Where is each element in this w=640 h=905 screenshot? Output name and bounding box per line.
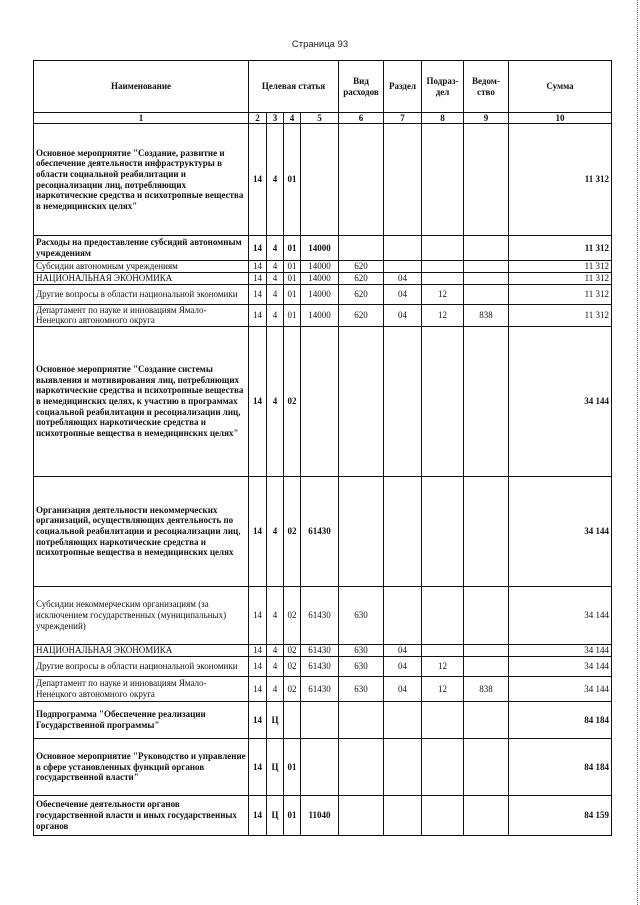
- row-vedomstvo: 838: [464, 676, 509, 701]
- row-event-code: 01: [284, 738, 301, 795]
- row-program-code: 14: [249, 644, 267, 656]
- row-vid-raskhodov: 620: [339, 272, 384, 284]
- row-event-code: 02: [284, 676, 301, 701]
- row-subprogram-code: Ц: [267, 701, 284, 738]
- page-number: Страница 93: [291, 39, 349, 50]
- row-name: Основное мероприятие "Создание системы выявления и мотивирования лиц, потребляющих наркотические средства и психотропные вещества в немедицинских целях, к участию в программах социальной реабилитации и ресоциализации лиц, потребляющих наркотические средства и психотропные вещества в немедицинских целях": [34, 326, 249, 476]
- row-program-code: 14: [249, 236, 267, 261]
- table-row: [34, 236, 612, 261]
- row-name: Другие вопросы в области национальной экономики: [34, 284, 249, 304]
- row-summa: 84 184: [509, 738, 612, 795]
- row-summa: 84 159: [509, 795, 612, 835]
- row-razdel: 04: [384, 644, 422, 656]
- row-program-code: 14: [249, 124, 267, 236]
- row-name: Департамент по науке и инновациям Ямало-Ненецкого автономного округа: [34, 304, 249, 326]
- row-razdel: [384, 326, 422, 476]
- row-vid-raskhodov: 630: [339, 586, 384, 644]
- row-name: Организация деятельности некоммерческих организаций, осуществляющих деятельность по социальной реабилитации и ресоциализации лиц, потребляющих наркотические средства и психотропные вещества в немедицинских целях: [34, 476, 249, 586]
- row-subprogram-code: 4: [267, 326, 284, 476]
- row-direction-code: 61430: [301, 676, 339, 701]
- row-subprogram-code: 4: [267, 656, 284, 676]
- row-vedomstvo: 838: [464, 304, 509, 326]
- row-vedomstvo: [464, 644, 509, 656]
- row-vid-raskhodov: [339, 476, 384, 586]
- row-direction-code: [301, 701, 339, 738]
- row-vid-raskhodov: [339, 326, 384, 476]
- row-direction-code: 61430: [301, 644, 339, 656]
- row-vedomstvo: [464, 236, 509, 261]
- column-number: 2: [249, 113, 267, 124]
- row-vid-raskhodov: 630: [339, 644, 384, 656]
- row-name: НАЦИОНАЛЬНАЯ ЭКОНОМИКА: [34, 272, 249, 284]
- header-razdel: Раздел: [384, 61, 422, 113]
- row-summa: 11 312: [509, 304, 612, 326]
- row-subprogram-code: 4: [267, 644, 284, 656]
- row-subprogram-code: 4: [267, 272, 284, 284]
- header-vedomstvo: Ведом-ство: [464, 61, 509, 113]
- row-name: Департамент по науке и инновациям Ямало-Ненецкого автономного округа: [34, 676, 249, 701]
- row-razdel: 04: [384, 284, 422, 304]
- row-program-code: 14: [249, 586, 267, 644]
- row-razdel: 04: [384, 304, 422, 326]
- row-name: НАЦИОНАЛЬНАЯ ЭКОНОМИКА: [34, 644, 249, 656]
- row-vedomstvo: [464, 701, 509, 738]
- row-podrazdel: 12: [422, 304, 464, 326]
- row-direction-code: 61430: [301, 586, 339, 644]
- row-direction-code: 14000: [301, 304, 339, 326]
- row-summa: 84 184: [509, 701, 612, 738]
- row-summa: 11 312: [509, 261, 612, 273]
- header-podrazdel: Подраз-дел: [422, 61, 464, 113]
- row-vedomstvo: [464, 738, 509, 795]
- row-summa: 34 144: [509, 476, 612, 586]
- row-program-code: 14: [249, 656, 267, 676]
- table-row: [34, 586, 612, 644]
- row-vid-raskhodov: [339, 738, 384, 795]
- row-event-code: 01: [284, 261, 301, 273]
- row-program-code: 14: [249, 676, 267, 701]
- row-name: Другие вопросы в области национальной экономики: [34, 656, 249, 676]
- row-podrazdel: [422, 261, 464, 273]
- table-row: [34, 326, 612, 476]
- row-vedomstvo: [464, 656, 509, 676]
- row-summa: 11 312: [509, 124, 612, 236]
- row-vid-raskhodov: [339, 236, 384, 261]
- row-summa: 34 144: [509, 326, 612, 476]
- row-summa: 34 144: [509, 586, 612, 644]
- row-razdel: 04: [384, 676, 422, 701]
- row-vedomstvo: [464, 272, 509, 284]
- row-razdel: [384, 261, 422, 273]
- row-event-code: 02: [284, 644, 301, 656]
- row-podrazdel: 12: [422, 656, 464, 676]
- row-podrazdel: [422, 326, 464, 476]
- row-subprogram-code: Ц: [267, 738, 284, 795]
- row-name: Подпрограмма "Обеспечение реализации Государственной программы": [34, 701, 249, 738]
- row-vedomstvo: [464, 476, 509, 586]
- row-podrazdel: 12: [422, 284, 464, 304]
- row-podrazdel: [422, 701, 464, 738]
- table-row: [34, 656, 612, 676]
- row-subprogram-code: 4: [267, 236, 284, 261]
- row-name: Основное мероприятие "Руководство и управление в сфере установленных функций органов государственной власти": [34, 738, 249, 795]
- row-program-code: 14: [249, 795, 267, 835]
- row-program-code: 14: [249, 304, 267, 326]
- table-row: [34, 304, 612, 326]
- table-row: [34, 701, 612, 738]
- row-direction-code: 61430: [301, 476, 339, 586]
- row-podrazdel: [422, 795, 464, 835]
- row-podrazdel: [422, 124, 464, 236]
- row-summa: 11 312: [509, 236, 612, 261]
- row-razdel: [384, 124, 422, 236]
- column-number: 8: [422, 113, 464, 124]
- row-vid-raskhodov: 620: [339, 261, 384, 273]
- column-number: 5: [301, 113, 339, 124]
- row-direction-code: 14000: [301, 236, 339, 261]
- row-subprogram-code: 4: [267, 284, 284, 304]
- row-event-code: 01: [284, 236, 301, 261]
- table-row: [34, 795, 612, 835]
- row-subprogram-code: 4: [267, 261, 284, 273]
- row-direction-code: 14000: [301, 284, 339, 304]
- scan-edge: [635, 0, 638, 905]
- table-row: [34, 676, 612, 701]
- row-subprogram-code: Ц: [267, 795, 284, 835]
- row-podrazdel: [422, 644, 464, 656]
- row-podrazdel: [422, 272, 464, 284]
- row-vedomstvo: [464, 795, 509, 835]
- table-row: [34, 738, 612, 795]
- row-podrazdel: [422, 738, 464, 795]
- row-program-code: 14: [249, 701, 267, 738]
- table-row: [34, 644, 612, 656]
- budget-table: [33, 60, 612, 836]
- row-subprogram-code: 4: [267, 304, 284, 326]
- row-razdel: [384, 738, 422, 795]
- row-name: Расходы на предоставление субсидий автономным учреждениям: [34, 236, 249, 261]
- row-event-code: 02: [284, 326, 301, 476]
- row-subprogram-code: 4: [267, 124, 284, 236]
- row-razdel: 04: [384, 272, 422, 284]
- row-vedomstvo: [464, 326, 509, 476]
- table-row: [34, 261, 612, 273]
- row-direction-code: 11040: [301, 795, 339, 835]
- row-razdel: [384, 586, 422, 644]
- row-subprogram-code: 4: [267, 476, 284, 586]
- row-summa: 34 144: [509, 676, 612, 701]
- row-program-code: 14: [249, 738, 267, 795]
- row-program-code: 14: [249, 272, 267, 284]
- row-subprogram-code: 4: [267, 676, 284, 701]
- row-vid-raskhodov: 620: [339, 284, 384, 304]
- column-number: 7: [384, 113, 422, 124]
- table-body: [34, 124, 612, 836]
- row-vedomstvo: [464, 261, 509, 273]
- row-summa: 34 144: [509, 644, 612, 656]
- row-direction-code: [301, 738, 339, 795]
- column-number: 1: [34, 113, 249, 124]
- row-vedomstvo: [464, 284, 509, 304]
- row-razdel: [384, 476, 422, 586]
- table-row: [34, 476, 612, 586]
- column-number: 3: [267, 113, 284, 124]
- row-event-code: 02: [284, 586, 301, 644]
- column-number: 9: [464, 113, 509, 124]
- row-razdel: [384, 236, 422, 261]
- row-summa: 11 312: [509, 284, 612, 304]
- row-event-code: 01: [284, 272, 301, 284]
- row-event-code: 01: [284, 284, 301, 304]
- row-direction-code: 61430: [301, 656, 339, 676]
- column-number: 10: [509, 113, 612, 124]
- row-program-code: 14: [249, 261, 267, 273]
- row-name: Обеспечение деятельности органов государственной власти и иных государственных органов: [34, 795, 249, 835]
- row-subprogram-code: 4: [267, 586, 284, 644]
- row-event-code: 02: [284, 656, 301, 676]
- row-program-code: 14: [249, 326, 267, 476]
- row-direction-code: 14000: [301, 261, 339, 273]
- row-program-code: 14: [249, 284, 267, 304]
- row-name: Основное мероприятие "Создание, развитие и обеспечение деятельности инфраструктуры в области социальной реабилитации и ресоциализации лиц, потребляющих наркотические средства и психотропные вещества в немедицинских целях": [34, 124, 249, 236]
- row-event-code: 01: [284, 795, 301, 835]
- row-vid-raskhodov: 630: [339, 676, 384, 701]
- row-event-code: [284, 701, 301, 738]
- row-razdel: [384, 701, 422, 738]
- row-direction-code: 14000: [301, 272, 339, 284]
- row-podrazdel: 12: [422, 676, 464, 701]
- row-vedomstvo: [464, 586, 509, 644]
- header-target-article: Целевая статья: [249, 61, 339, 113]
- row-razdel: 04: [384, 656, 422, 676]
- row-vedomstvo: [464, 124, 509, 236]
- row-podrazdel: [422, 236, 464, 261]
- row-direction-code: [301, 326, 339, 476]
- column-number: 6: [339, 113, 384, 124]
- table-row: [34, 272, 612, 284]
- row-direction-code: [301, 124, 339, 236]
- row-event-code: 01: [284, 124, 301, 236]
- row-event-code: 02: [284, 476, 301, 586]
- header-vid-raskhodov: Вид расходов: [339, 61, 384, 113]
- row-podrazdel: [422, 586, 464, 644]
- row-summa: 11 312: [509, 272, 612, 284]
- row-name: Субсидии некоммерческим организациям (за исключением государственных (муниципальных) учреждений): [34, 586, 249, 644]
- row-vid-raskhodov: [339, 124, 384, 236]
- row-name: Субсидии автономным учреждениям: [34, 261, 249, 273]
- header-summa: Сумма: [509, 61, 612, 113]
- row-summa: 34 144: [509, 656, 612, 676]
- table-row: [34, 124, 612, 236]
- row-vid-raskhodov: [339, 701, 384, 738]
- header-name: Наименование: [34, 61, 249, 113]
- row-podrazdel: [422, 476, 464, 586]
- row-razdel: [384, 795, 422, 835]
- row-vid-raskhodov: 630: [339, 656, 384, 676]
- row-vid-raskhodov: [339, 795, 384, 835]
- row-program-code: 14: [249, 476, 267, 586]
- row-event-code: 01: [284, 304, 301, 326]
- row-vid-raskhodov: 620: [339, 304, 384, 326]
- column-number: 4: [284, 113, 301, 124]
- table-row: [34, 284, 612, 304]
